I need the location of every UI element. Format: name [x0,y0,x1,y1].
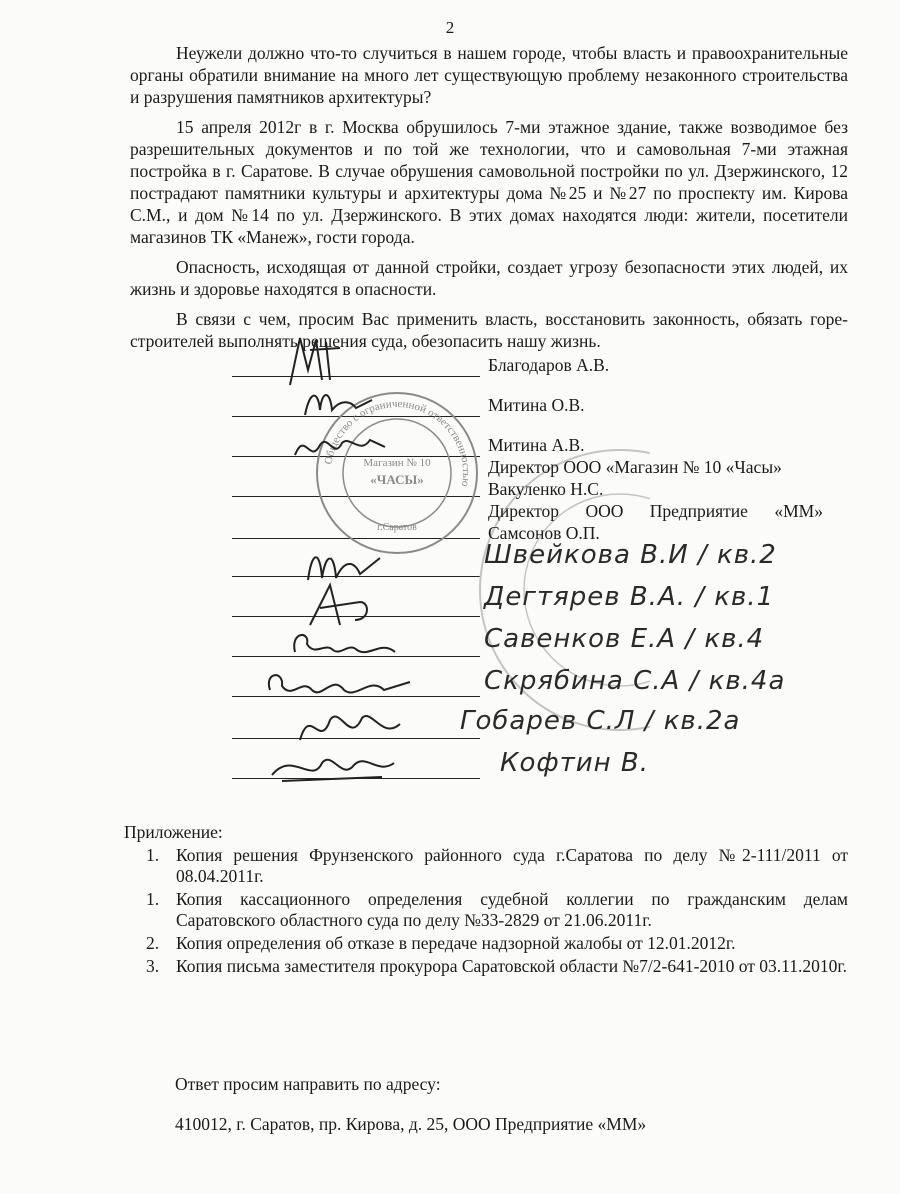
signature-mitina-ov-icon [300,380,380,420]
appendix-item-text: Копия письма заместителя прокурора Саратовской области №7/2-641-2010 от 03.11.2010г. [176,956,847,976]
seal-outer-text: Общество с ограниченной ответственностью [322,397,473,488]
handwritten-signer-4: Скрябина С.А / кв.4а [484,666,786,696]
paragraph-2: 15 апреля 2012г в г. Москва обрушилось 7-ми этажное здание, также возводимое без разрешительных документов и по той же технологии, что и самовольная 7-ми этажная постройка в г. Саратове. В случае обрушения самовольной постройки по ул. Дзержинского, 12 пострадают памятники культуры и архитектуры дома №25 и №27 по проспекту им. Кирова С.М., и дом №14 по ул. Дзержинского. В этих домах находятся люди: жители, посетители магазинов ТК «Манеж», гости города. [130,117,848,247]
paragraph-1: Неужели должно что-то случиться в нашем городе, чтобы власть и правоохранительные органы обратили внимание на много лет существующую проблему незаконного строительства и разрушения памятников архитектуры? [130,43,848,107]
handwritten-signer-5: Гобарев С.Л / кв.2а [460,706,741,736]
signer-blagodarov: Благодаров А.В. [488,355,610,375]
appendix-list [124,845,848,977]
handwritten-signer-6: Кофтин В. [500,748,650,778]
typed-signers-block [488,354,823,544]
signer-title-chasy: Директор ООО «Магазин № 10 «Часы» [488,457,782,477]
appendix-section [124,822,848,979]
appendix-heading: Приложение: [124,822,223,842]
paragraph-3: Опасность, исходящая от данной стройки, создает угрозу безопасности этих людей, их жизнь и здоровье находятся в опасности. [130,257,848,299]
appendix-item-text: Копия решения Фрунзенского районного суда г.Саратова по делу №2-111/2011 от 08.04.2011г. [176,845,848,886]
appendix-item-number: 3. [146,956,160,976]
signature-mitina-av-icon [290,425,390,470]
signer-vakulenko: Вакуленко Н.С. [488,479,604,499]
appendix-item-number: 1. [146,889,160,909]
reply-address: 410012, г. Саратов, пр. Кирова, д. 25, ООО Предприятие «ММ» [175,1114,647,1134]
appendix-item-text: Копия определения об отказе в передаче надзорной жалобы от 12.01.2012г. [176,933,736,953]
signer-mitina-av: Митина А.В. [488,435,585,455]
signer-title-mm: Директор ООО Предприятие «ММ» [488,501,823,521]
appendix-item [124,933,848,954]
appendix-item-text: Копия кассационного определения судебной коллегии по гражданским делам Саратовского областного суда по делу №33-2829 от 21.06.2011г. [176,889,848,930]
seal-inner-text: Магазин № 10 [363,457,431,469]
page-number: 2 [445,18,455,37]
appendix-item-number: 2. [146,933,160,953]
appendix-item [124,956,848,977]
appendix-item-number: 1. [146,845,160,865]
handwritten-signer-3: Савенков Е.А / кв.4 [484,624,765,654]
reply-label: Ответ просим направить по адресу: [175,1074,441,1094]
signer-mitina-ov: Митина О.В. [488,395,585,415]
handwritten-signer-1: Швейкова В.И / кв.2 [484,540,777,570]
appendix-item [124,845,848,887]
appendix-item [124,889,848,931]
handwritten-signer-2: Дегтярев В.А. / кв.1 [484,582,775,612]
signer-samsonov: Самсонов О.П. [488,523,600,543]
paragraph-4: В связи с чем, просим Вас применить власть, восстановить законность, обязать горе-строителей выполнять решения суда, обезопасить нашу жизнь. [130,309,848,351]
seal-city-text: г.Саратов [377,522,417,533]
signature-koftin-icon [262,745,402,790]
seal-center-text: «ЧАСЫ» [370,472,424,487]
